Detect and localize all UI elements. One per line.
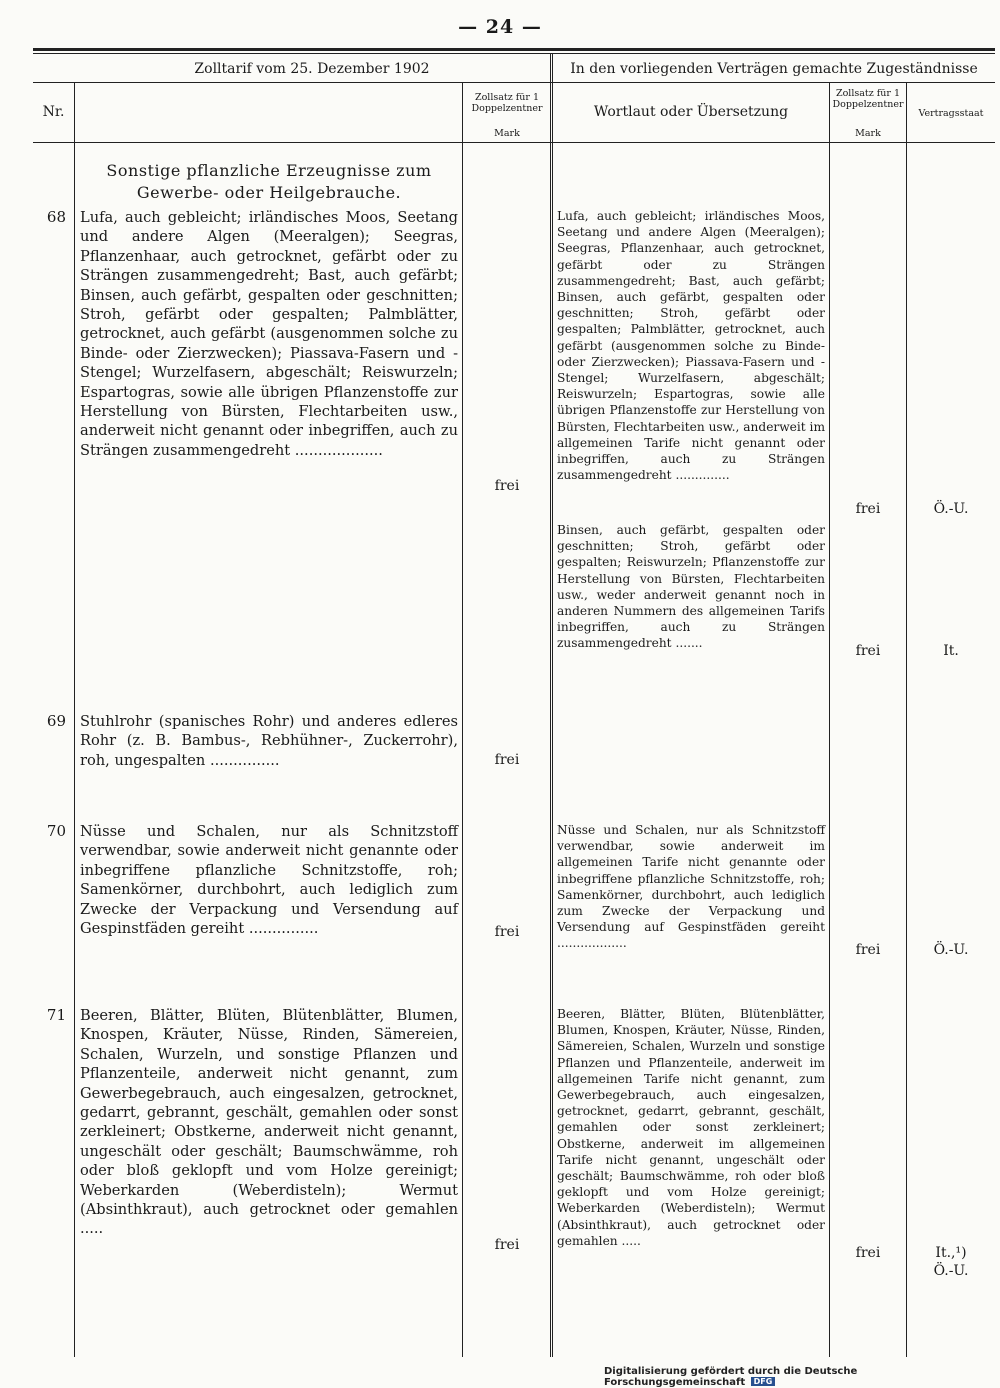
page-number: — 24 —	[458, 16, 542, 38]
group-header-rule	[33, 82, 995, 83]
header-rate-left: Zollsatz für 1 Doppelzentner	[471, 92, 543, 114]
header-tariff-group: Zolltarif vom 25. Dezember 1902	[194, 61, 430, 77]
entry-rate: frei	[494, 478, 520, 494]
entry-rate: frei	[494, 752, 520, 768]
header-rate-left-unit: Mark	[494, 128, 520, 139]
col-rule-rate-left-start	[462, 82, 463, 1357]
concession-text: Binsen, auch gefärbt, gespalten oder geschnitten; Stroh, gefärbt oder gespalten; Reiswurzeln; Pflanzenstoffe zur Herstellung von Bürsten, Flechtarbeiten usw., weder anderweit genannt noch in anderen Nummern des allgemeinen Tarifs inbegriffen, auch zu Strängen zusammengedreht .......	[557, 523, 825, 651]
footer-text: Digitalisierung gefördert durch die Deutsche Forschungsgemeinschaft	[604, 1366, 858, 1388]
section-title: Sonstige pflanzliche Erzeugnisse zum Gewerbe- oder Heilgebrauche.	[106, 161, 432, 202]
concession-rate: frei	[855, 942, 881, 958]
header-concessions-group: In den vorliegenden Verträgen gemachte Zugeständnisse	[570, 61, 978, 77]
entry-number: 68	[46, 208, 66, 226]
entry-number: 69	[46, 712, 66, 730]
concession-rate: frei	[855, 1245, 881, 1261]
entry-rate: frei	[494, 924, 520, 940]
col-rule-group-split	[550, 54, 551, 1357]
footer-credit	[604, 1366, 1000, 1388]
concession-text: Lufa, auch gebleicht; irländisches Moos, Seetang und andere Algen (Meeralgen); Seegras, Pflanzenhaar, auch getrocknet, gefärbt oder zu Strängen zusammengedreht; Bast, auch gefärbt; Binsen, auch gefärbt, gespalten oder geschnitten; Stroh, gefärbt oder gespalten; Palmblätter, getrocknet, auch gefärbt (ausgenommen solche zu Binde- oder Zierzwecken); Piassava-Fasern und -Stengel; Wurzelfasern, abgeschält; Reiswurzeln; Espartogras, sowie alle übrigen Pflanzenstoffe zur Herstellung von Bürsten, Flechtarbeiten usw., anderweit im allgemeinen Tarife nicht genannt oder inbegriffen, auch zu Strängen zusammengedreht ..............	[557, 209, 826, 483]
header-wording: Wortlaut oder Übersetzung	[593, 104, 789, 120]
header-bottom-rule	[33, 142, 995, 143]
entry-description: Lufa, auch gebleicht; irländisches Moos, Seetang und andere Algen (Meeralgen); Seegras, Pflanzenhaar, auch getrocknet, gefärbt oder zu Strängen zusammengedreht; Bast, auch gefärbt; Binsen, auch gefärbt, gespalten oder geschnitten; Stroh, gefärbt oder gespalten; Palmblätter, getrocknet, auch gefärbt (ausgenommen solche zu Binde- oder Zierzwecken); Piassava-Fasern und -Stengel; Wurzelfasern, abgeschält; Reiswurzeln; Espartogras, sowie alle übrigen Pflanzenstoffe zur Herstellung von Bürsten, Flechtarbeiten usw., anderweit nicht genannt oder inbegriffen, auch zu Strängen zusammengedreht ...................	[80, 209, 458, 459]
dfg-logo: DFG	[751, 1377, 776, 1386]
header-state: Vertragsstaat	[918, 108, 984, 119]
col-rule-state-start	[906, 82, 907, 1357]
entry-description: Stuhlrohr (spanisches Rohr) und anderes edleres Rohr (z. B. Bambus-, Rebhühner-, Zuckerrohr), roh, ungespalten ...............	[80, 713, 458, 769]
concession-text: Nüsse und Schalen, nur als Schnitzstoff verwendbar, sowie anderweit im allgemeinen Tarife nicht genannte oder inbegriffene pflanzliche Schnitzstoffe, roh; Samenkörner, durchbohrt, auch lediglich zum Zwecke der Verpackung und Versendung auf Gespinstfäden gereiht ..................	[557, 823, 825, 951]
entry-number: 70	[46, 822, 66, 840]
concession-text: Beeren, Blätter, Blüten, Blütenblätter, Blumen, Knospen, Kräuter, Nüsse, Rinden, Sämereien, Schalen, Wurzeln und sonstige Pflanzen und Pflanzenteile, anderweit im allgemeinen Tarife nicht genannt, zum Gewerbegebrauch, auch eingesalzen, getrocknet, gedarrt, gebrannt, geschält, gemahlen oder sonst zerkleinert; Obstkerne, anderweit im allgemeinen Tarife nicht genannt, ungeschält oder geschält; Baumschwämme, roh oder bloß geklopft und vom Holze gereinigt; Weberkarden (Weberdisteln); Wermut (Absinthkraut), auch getrocknet oder gemahlen .....	[557, 1007, 825, 1248]
concession-state-secondary: Ö.-U.	[933, 1263, 969, 1279]
col-rule-nr	[74, 82, 75, 1357]
entry-rate: frei	[494, 1237, 520, 1253]
top-rule-thick	[33, 48, 995, 51]
entry-number: 71	[46, 1006, 66, 1024]
header-rate-right: Zollsatz für 1 Doppelzentner	[832, 88, 904, 110]
concession-state: Ö.-U.	[933, 942, 969, 958]
col-rule-group-split-2	[552, 54, 553, 1357]
header-nr: Nr.	[42, 104, 65, 120]
entry-description: Nüsse und Schalen, nur als Schnitzstoff verwendbar, sowie anderweit nicht genannte oder inbegriffene pflanzliche Schnitzstoffe, roh; Samenkörner, durchbohrt, auch lediglich zum Zwecke der Verpackung und Versendung auf Gespinstfäden gereiht ...............	[80, 823, 458, 938]
concession-state: It.,¹)	[935, 1245, 967, 1261]
top-rule-thin	[33, 53, 995, 54]
concession-rate: frei	[855, 501, 881, 517]
header-rate-right-unit: Mark	[855, 128, 881, 139]
concession-state: It.	[943, 643, 959, 659]
col-rule-rate-right-start	[829, 82, 830, 1357]
concession-state: Ö.-U.	[933, 501, 969, 517]
concession-rate: frei	[855, 643, 881, 659]
entry-description: Beeren, Blätter, Blüten, Blütenblätter, Blumen, Knospen, Kräuter, Nüsse, Rinden, Sämereien, Schalen, Wurzeln, und sonstige Pflanzen und Pflanzenteile, anderweit nicht genannt, zum Gewerbegebrauch, auch eingesalzen, getrocknet, gedarrt, gebrannt, geschält, gemahlen oder sonst zerkleinert; Obstkerne, anderweit nicht genannt, ungeschält oder geschält; Baumschwämme, roh oder bloß geklopft und vom Holze gereinigt; Weberkarden (Weberdisteln); Wermut (Absinthkraut), auch getrocknet oder gemahlen .....	[80, 1007, 458, 1238]
